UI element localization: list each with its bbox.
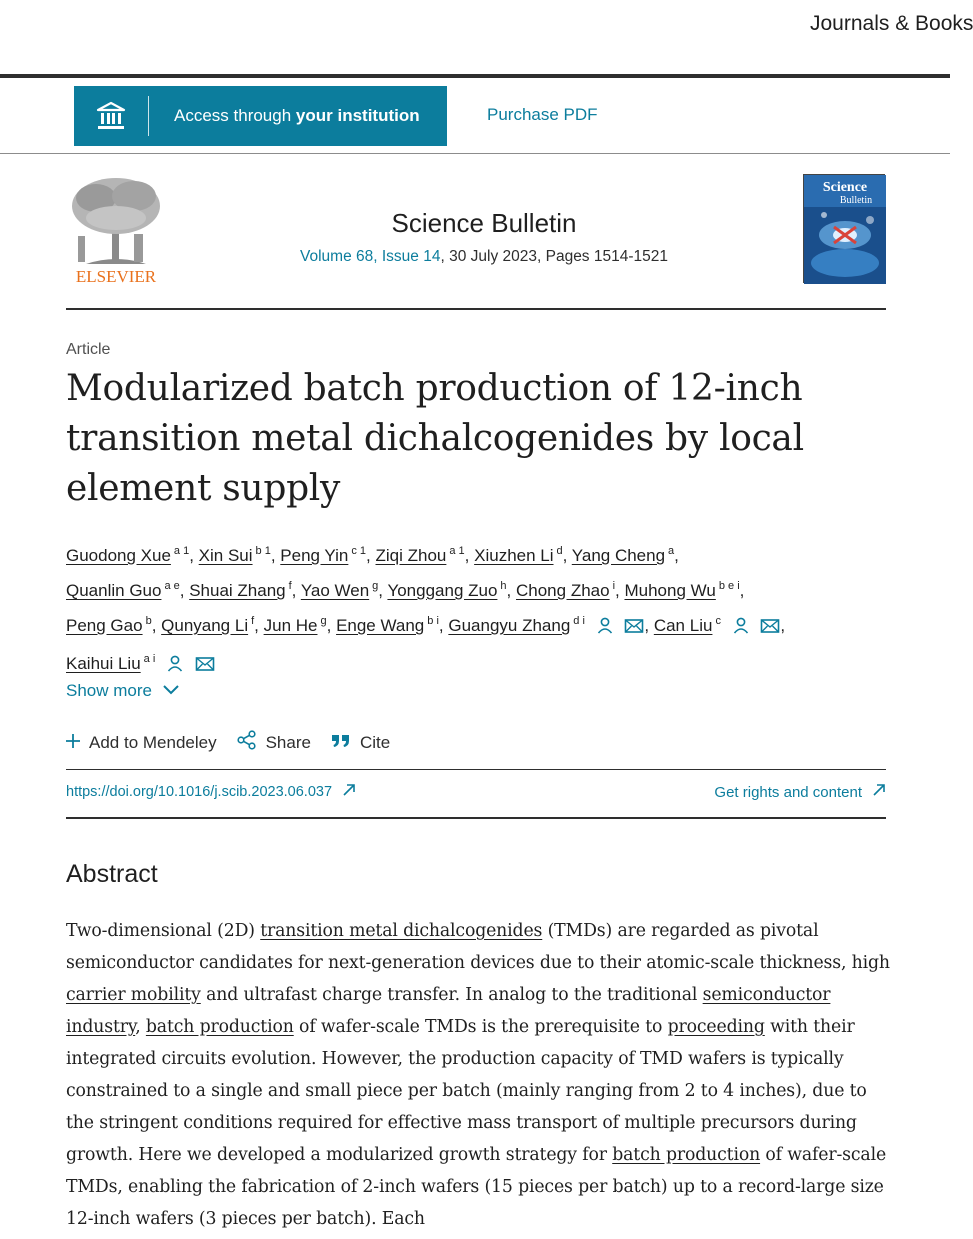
- show-more-button[interactable]: [66, 681, 180, 701]
- author-affiliation: c: [715, 615, 721, 627]
- author-affiliation: a 1: [173, 545, 190, 557]
- button-divider: [148, 96, 149, 136]
- author-affiliation: a: [668, 545, 675, 557]
- abstract-text: [66, 915, 890, 1235]
- author-link[interactable]: Ziqi Zhou: [375, 546, 447, 565]
- external-link-icon: [342, 783, 356, 801]
- author-affiliation: a 1: [449, 545, 465, 557]
- author-link[interactable]: Peng Gao: [66, 616, 143, 635]
- journal-cover-image[interactable]: [803, 174, 885, 283]
- cover-title-1: Science: [822, 180, 868, 195]
- cite-label: Cite: [359, 732, 391, 752]
- author-affiliation: d i: [573, 615, 585, 627]
- abstract-text-segment: ,: [135, 1017, 146, 1037]
- author-affiliation: b i: [427, 615, 439, 627]
- author-link[interactable]: Kaihui Liu: [66, 654, 141, 673]
- author-affiliation: f: [288, 580, 292, 592]
- author-link[interactable]: Yang Cheng: [571, 546, 666, 565]
- abstract-text-segment: with their integrated circuits evolution. However, the production capacity of TMD wafers is typically constrained to a single and small piece per batch (mainly ranging from 2 to 4 inches), due to the stringent conditions required for effective mass transport of multiple precursors during growth. Here we developed a modularized growth strategy for: [66, 1017, 867, 1165]
- author-profile-icon[interactable]: [166, 651, 184, 682]
- abstract-text-segment: (TMDs) are regarded as pivotal semiconductor candidates for next-generation devices due to their atomic-scale thickness, high: [66, 921, 890, 973]
- article-actions: [66, 730, 390, 755]
- author-affiliation: d: [556, 545, 563, 557]
- volume-link[interactable]: Volume 68,: [300, 248, 378, 265]
- doi-bar: [66, 769, 886, 819]
- author-link[interactable]: Guodong Xue: [66, 546, 171, 565]
- author-link[interactable]: Muhong Wu: [624, 581, 716, 600]
- share-button[interactable]: [237, 730, 311, 755]
- abstract-text-segment: of wafer-scale TMDs is the prerequisite to: [293, 1017, 668, 1037]
- author-affiliation: g: [320, 615, 327, 627]
- institution-icon: [74, 86, 148, 146]
- journal-header: [66, 174, 886, 310]
- author-profile-icon[interactable]: [732, 613, 750, 644]
- author-link[interactable]: Xiuzhen Li: [474, 546, 554, 565]
- author-link[interactable]: Enge Wang: [336, 616, 425, 635]
- topic-link[interactable]: batch production: [612, 1145, 761, 1165]
- journal-title[interactable]: Science Bulletin: [391, 208, 577, 238]
- author-affiliation: h: [500, 580, 507, 592]
- topic-link[interactable]: transition metal dichalcogenides: [260, 921, 543, 941]
- author-affiliation: a i: [143, 653, 156, 665]
- abstract-text-segment: of wafer-scale TMDs, enabling the fabrication of 2-inch wafers (15 pieces per batch) up to a record-large size 12-inch wafers (3 pieces per batch). Each: [66, 1145, 887, 1229]
- author-link[interactable]: Guangyu Zhang: [448, 616, 571, 635]
- chevron-down-icon: [162, 681, 180, 701]
- purchase-pdf-link[interactable]: Purchase PDF: [487, 105, 598, 124]
- author-affiliation: i: [612, 580, 616, 592]
- external-link-icon: [872, 783, 886, 801]
- author-affiliation: b: [145, 615, 152, 627]
- plus-icon: [66, 733, 80, 753]
- author-link[interactable]: Jun He: [263, 616, 318, 635]
- journals-books-link[interactable]: Journals & Books: [810, 12, 973, 35]
- doi-url: https://doi.org/10.1016/j.scib.2023.06.037: [66, 784, 333, 800]
- access-bar: [0, 78, 950, 154]
- topic-link[interactable]: batch production: [145, 1017, 294, 1037]
- article-type-label: Article: [66, 341, 111, 358]
- author-link[interactable]: Xin Sui: [198, 546, 253, 565]
- share-label: Share: [265, 732, 311, 752]
- author-link[interactable]: Shuai Zhang: [189, 581, 286, 600]
- publisher-wordmark: ELSEVIER: [75, 267, 157, 286]
- issue-link[interactable]: Issue 14: [381, 248, 441, 265]
- access-institution-button[interactable]: [74, 86, 447, 146]
- cite-button[interactable]: [331, 730, 390, 755]
- author-email-icon[interactable]: [624, 613, 644, 644]
- show-more-label: Show more: [66, 681, 152, 700]
- journal-issue-info: [66, 248, 902, 266]
- author-list: Guodong Xue $^{a 1}$, Xin Sui $^{b 1}$, Peng Yin $^{c 1}$, Ziqi Zhou $^{a 1}$, Xiuzhen Li $^d$, Yang Cheng $^a$, Quanlin Guo $^{a e}$, Shuai Zhang $^f$, Yao Wen $^g$, Yonggang Zuo $^h$, Chong Zhao $^i$, Muhong Wu $^{b e i}$, Peng Gao $^b$, Qunyang Li $^f$, Jun He $^g$, Enge Wang $^{b i}$, Guangyu Zhang $^{d i}$ , Can Liu $^c$ , Kaihui Liu $^{a i}$: [66, 536, 886, 682]
- date-pages: , 30 July 2023, Pages 1514-1521: [440, 248, 668, 265]
- doi-link[interactable]: [66, 783, 356, 801]
- topic-link[interactable]: carrier mobility: [66, 985, 201, 1005]
- abstract-heading: Abstract: [66, 860, 158, 888]
- top-navigation: [0, 0, 973, 74]
- author-link[interactable]: Yonggang Zuo: [387, 581, 498, 600]
- mendeley-label: Add to Mendeley: [89, 732, 217, 752]
- add-to-mendeley-button[interactable]: [66, 730, 217, 755]
- author-email-icon[interactable]: [195, 651, 215, 682]
- author-link[interactable]: Peng Yin: [280, 546, 349, 565]
- rights-label: Get rights and content: [714, 783, 862, 801]
- cover-title-2: Bulletin: [839, 195, 873, 206]
- author-link[interactable]: Chong Zhao: [516, 581, 610, 600]
- author-affiliation: c 1: [351, 545, 367, 557]
- author-affiliation: f: [251, 615, 255, 627]
- author-affiliation: g: [372, 580, 379, 592]
- author-link[interactable]: Can Liu: [653, 616, 713, 635]
- article-title: Modularized batch production of 12-inch transition metal dichalcogenides by local element supply: [66, 368, 804, 509]
- abstract-text-segment: Two-dimensional (2D): [66, 921, 261, 941]
- abstract-text-segment: and ultrafast charge transfer. In analog to the traditional: [200, 985, 703, 1005]
- author-affiliation: b 1: [255, 545, 271, 557]
- access-institution-label: Access through your institution: [174, 106, 420, 125]
- rights-link[interactable]: [714, 783, 886, 801]
- author-email-icon[interactable]: [760, 613, 780, 644]
- topic-link[interactable]: semiconductor industry: [66, 985, 831, 1037]
- author-profile-icon[interactable]: [596, 613, 614, 644]
- share-icon: [237, 730, 257, 755]
- author-link[interactable]: Quanlin Guo: [66, 581, 162, 600]
- author-link[interactable]: Yao Wen: [300, 581, 370, 600]
- quote-icon: [331, 732, 351, 753]
- topic-link[interactable]: proceeding: [667, 1017, 765, 1037]
- author-link[interactable]: Qunyang Li: [161, 616, 249, 635]
- author-affiliation: a e: [164, 580, 180, 592]
- author-affiliation: b e i: [718, 580, 740, 592]
